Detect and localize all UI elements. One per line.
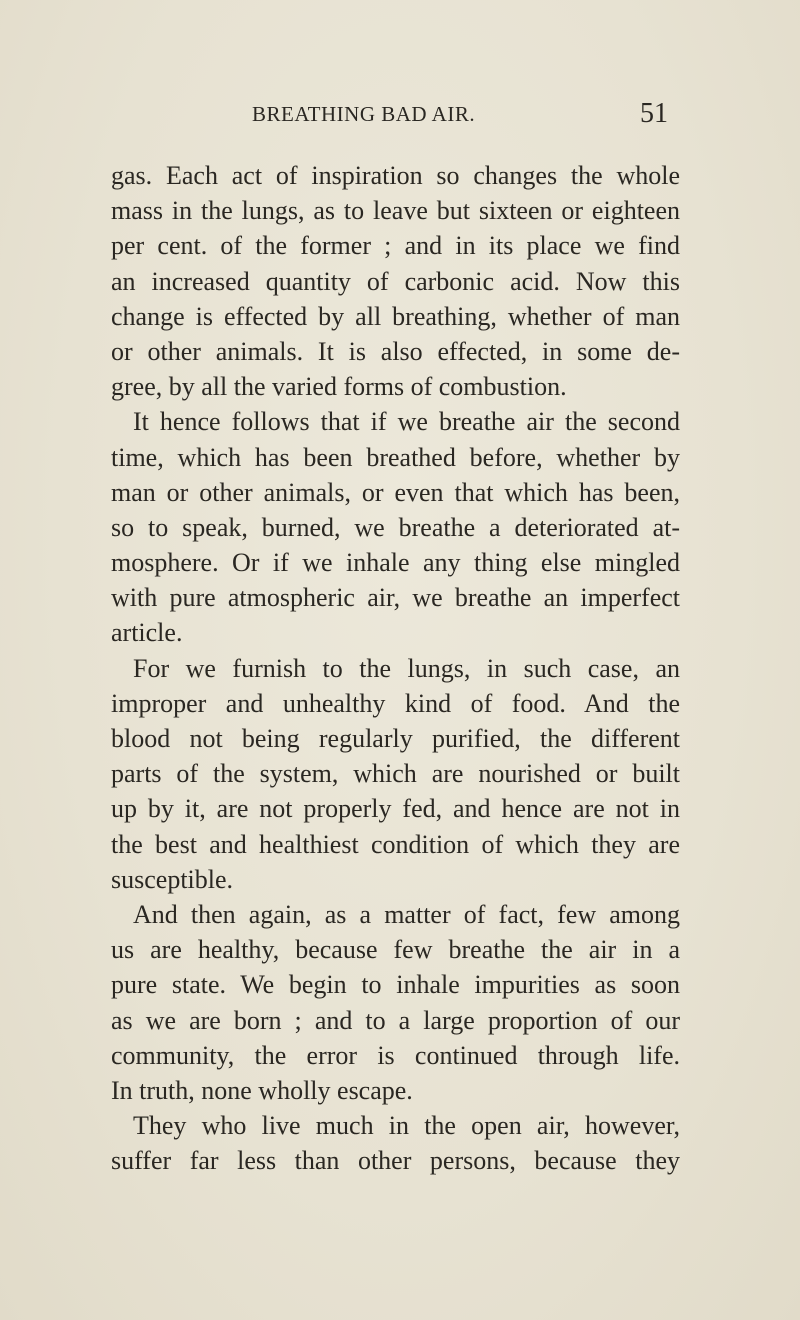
text-line: parts of the system, which are nourished or built — [111, 759, 680, 789]
text-line: so to speak, burned, we breathe a deteriorated at- — [111, 512, 680, 542]
text-line: community, the error is continued through life. — [111, 1040, 680, 1070]
page-header — [0, 98, 800, 132]
text-line: the best and healthiest condition of which they are — [111, 829, 680, 859]
text-line: For we furnish to the lungs, in such case, an — [133, 653, 680, 683]
text-line: And then again, as a matter of fact, few among — [133, 899, 680, 929]
text-line: improper and unhealthy kind of food. And the — [111, 688, 680, 718]
text-line: as we are born ; and to a large proportion of our — [111, 1005, 680, 1035]
body-text — [111, 158, 680, 1178]
text-line: gree, by all the varied forms of combustion. — [111, 372, 567, 402]
text-line: us are healthy, because few breathe the air in a — [111, 935, 680, 965]
text-line: up by it, are not properly fed, and hence are not in — [111, 794, 680, 824]
text-line: man or other animals, or even that which has been, — [111, 477, 680, 507]
text-line: It hence follows that if we breathe air the second — [133, 407, 680, 437]
text-line: susceptible. — [111, 864, 234, 894]
text-line: In truth, none wholly escape. — [111, 1075, 413, 1105]
text-line: suffer far less than other persons, because they — [111, 1146, 680, 1176]
text-line: or other animals. It is also effected, in some de- — [111, 336, 680, 366]
page-number: 51 — [640, 98, 668, 129]
text-line: mosphere. Or if we inhale any thing else mingled — [111, 548, 680, 578]
text-line: article. — [111, 618, 183, 648]
text-line: gas. Each act of inspiration so changes the whole — [111, 161, 680, 190]
running-title: BREATHING BAD AIR. — [252, 102, 476, 126]
text-line: pure state. We begin to inhale impurities as soon — [111, 970, 680, 1000]
text-line: with pure atmospheric air, we breathe an imperfect — [111, 583, 680, 613]
text-line: change is effected by all breathing, whether of man — [111, 301, 680, 331]
text-line: blood not being regularly purified, the different — [111, 724, 680, 753]
text-line: time, which has been breathed before, whether by — [111, 442, 680, 472]
text-line: per cent. of the former ; and in its place we find — [111, 231, 680, 261]
text-line: They who live much in the open air, however, — [133, 1111, 680, 1141]
text-line: mass in the lungs, as to leave but sixteen or eighteen — [111, 196, 680, 226]
text-line: an increased quantity of carbonic acid. Now this — [111, 266, 680, 296]
